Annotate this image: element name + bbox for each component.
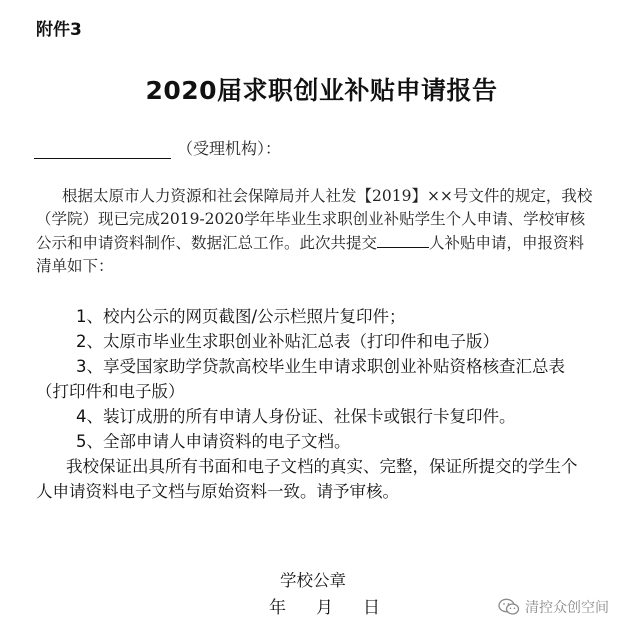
closing-paragraph: 我校保证出具所有书面和电子文档的真实、完整，保证所提交的学生个人申请资料电子文档与原始资料一致。请予审核。 [36, 457, 578, 501]
list-item: 3、享受国家助学贷款高校毕业生申请求职创业补贴资格核查汇总表（打印件和电子版） [36, 357, 565, 401]
watermark-text: 清控众创空间 [525, 600, 609, 616]
watermark [498, 597, 609, 617]
date-year: 年 [269, 598, 286, 618]
seal-label: 学校公章 [280, 571, 346, 590]
list-item: 1、校内公示的网页截图/公示栏照片复印件； [76, 307, 406, 326]
date-month: 月 [316, 598, 333, 618]
intro-text-part1: 根据太原市人力资源和社会保障局并人社发【2019】××号文件的规定，我校（学院）现已完成2019-2020学年毕业生求职创业补贴学生个人申请、学校审核公示和申请资料制作、数据汇总工作。此次共提交 [36, 187, 593, 252]
document-title: 2020届求职创业补贴申请报告 [145, 76, 498, 105]
list-item: 5、全部申请人申请资料的电子文档。 [76, 432, 351, 451]
attachment-label: 附件3 [36, 20, 82, 40]
addressee-suffix: （受理机构）： [177, 139, 282, 158]
addressee-line [34, 136, 281, 159]
addressee-blank [34, 140, 171, 159]
date-line [269, 593, 380, 618]
intro-text-part2: 人补贴申请，申报资料清单如下： [36, 234, 585, 275]
wechat-icon [498, 598, 520, 616]
list-item: 2、太原市毕业生求职创业补贴汇总表（打印件和电子版） [76, 332, 499, 351]
count-blank [377, 231, 429, 248]
materials-list [36, 304, 591, 504]
list-item: 4、装订成册的所有申请人身份证、社保卡或银行卡复印件。 [76, 407, 516, 426]
date-day: 日 [363, 598, 380, 618]
intro-paragraph [36, 185, 596, 278]
